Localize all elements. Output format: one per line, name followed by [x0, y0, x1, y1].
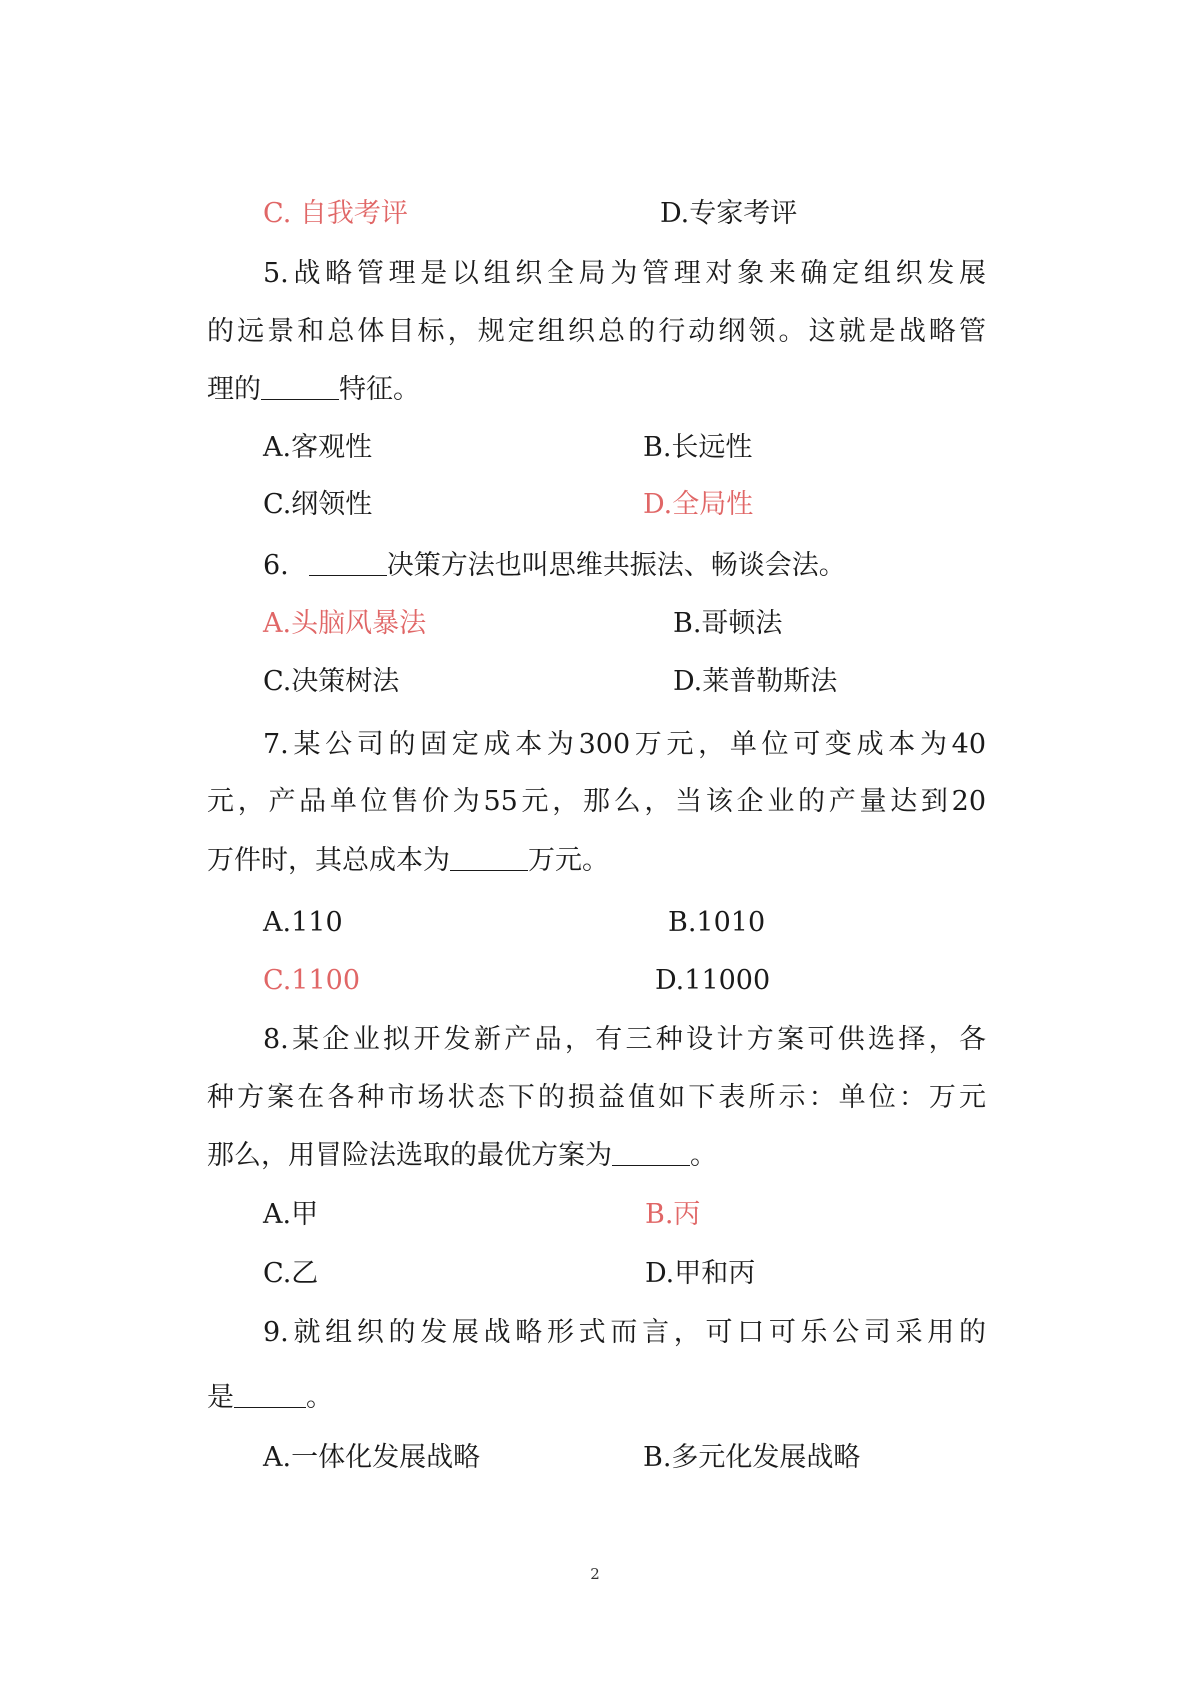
page-number: 2 [590, 1565, 600, 1583]
q5-line3: 理的 特征。 [207, 369, 420, 410]
q9-option-b: B.多元化发展战略 [643, 1442, 861, 1473]
q5-option-a: A.客观性 [263, 432, 373, 463]
q8-option-d: D.甲和丙 [645, 1258, 756, 1289]
q8-option-a: A.甲 [263, 1199, 319, 1230]
q9-line1: 9.就组织的发展战略形式而言，可口可乐公司采用的 [263, 1317, 986, 1348]
answer-blank [612, 1135, 690, 1166]
q5-line2: 的远景和总体目标，规定组织总的行动纲领。这就是战略管 [207, 316, 986, 347]
q6-option-a: A.头脑风暴法 [263, 608, 427, 639]
q7-line3: 万件时，其总成本为 万元。 [207, 840, 609, 881]
answer-blank [234, 1377, 306, 1408]
q5-option-c: C.纲领性 [263, 489, 373, 520]
q7-option-d: D.11000 [655, 965, 771, 996]
q6-option-d: D.莱普勒斯法 [673, 666, 838, 697]
answer-blank [309, 545, 387, 576]
q6-stem: 6. 决策方法也叫思维共振法、畅谈会法。 [263, 545, 846, 586]
q5-line1: 5.战略管理是以组织全局为管理对象来确定组织发展 [263, 258, 986, 289]
q7-option-b: B.1010 [668, 907, 766, 938]
q4-option-d: D.专家考评 [660, 198, 798, 229]
q8-option-c: C.乙 [263, 1258, 319, 1289]
q6-option-c: C.决策树法 [263, 666, 400, 697]
q8-line1: 8.某企业拟开发新产品，有三种设计方案可供选择，各 [263, 1024, 986, 1055]
q7-line2: 元，产品单位售价为55元，那么，当该企业的产量达到20 [207, 786, 986, 817]
answer-blank [261, 369, 339, 400]
q4-option-c: C. 自我考评 [263, 198, 408, 229]
answer-blank [450, 840, 528, 871]
q9-option-a: A.一体化发展战略 [263, 1442, 481, 1473]
q5-option-d: D.全局性 [643, 489, 754, 520]
q7-line1: 7.某公司的固定成本为300万元，单位可变成本为40 [263, 729, 986, 760]
q8-line2: 种方案在各种市场状态下的损益值如下表所示：单位：万元 [207, 1082, 986, 1113]
q6-option-b: B.哥顿法 [673, 608, 783, 639]
q7-option-c: C.1100 [263, 965, 360, 996]
q8-option-b: B.丙 [645, 1199, 701, 1230]
q7-option-a: A.110 [263, 907, 343, 938]
q9-line2: 是 。 [207, 1377, 333, 1418]
q5-option-b: B.长远性 [643, 432, 753, 463]
q8-line3: 那么，用冒险法选取的最优方案为 。 [207, 1135, 717, 1176]
